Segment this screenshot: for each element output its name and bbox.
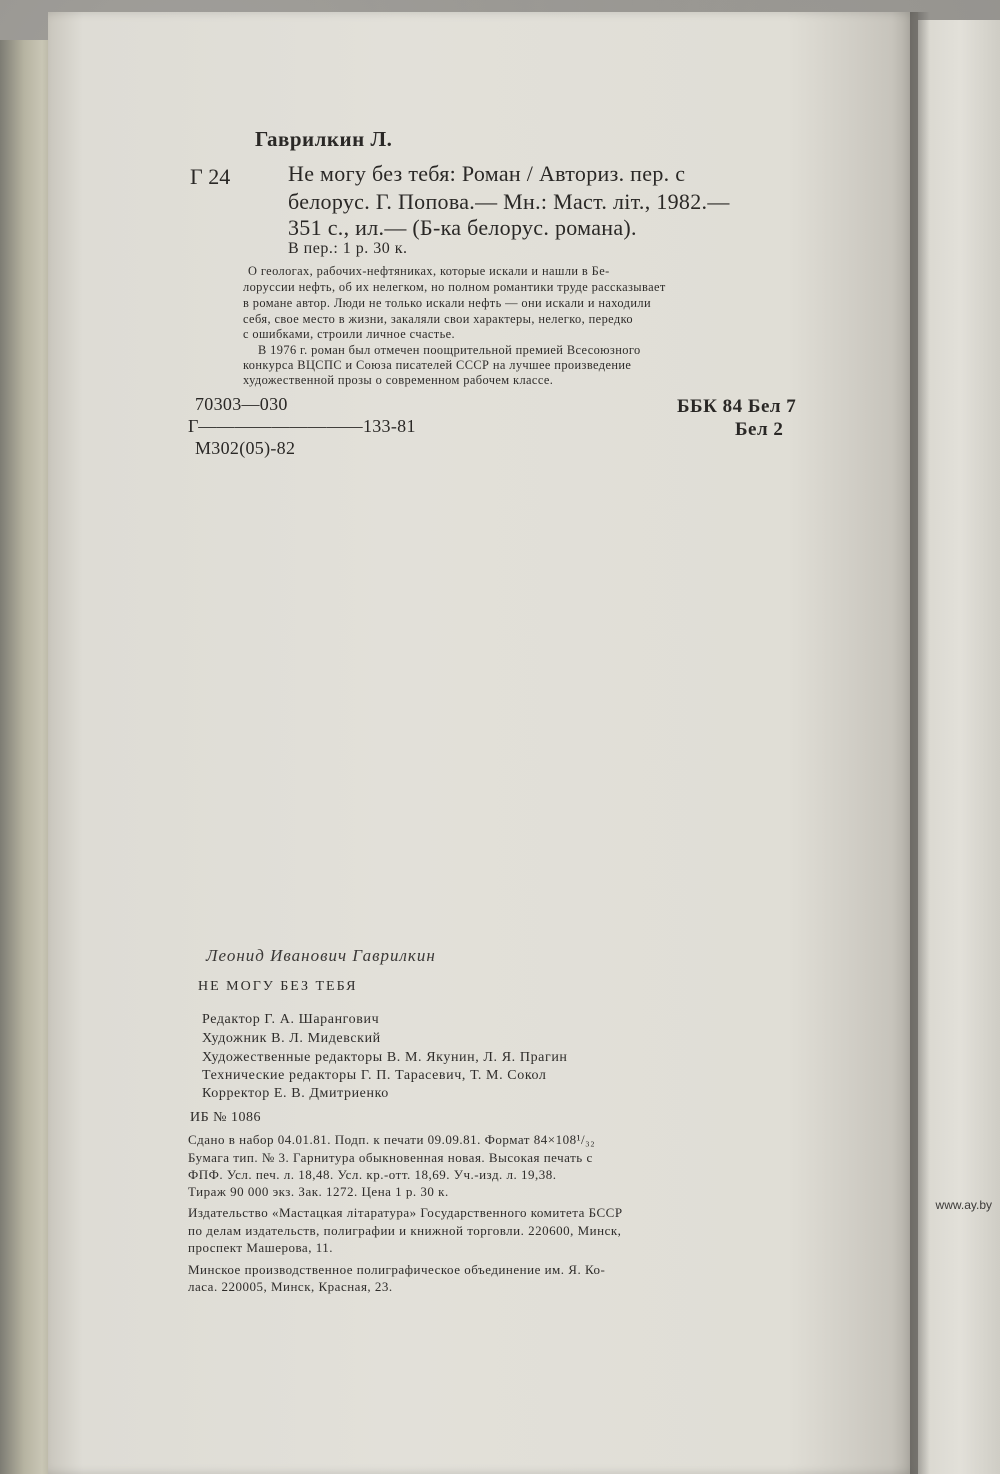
annotation-line-1: О геологах, рабочих-нефтяниках, которые искали и нашли в Бе- [248, 264, 610, 278]
annotation-line-8: художественной прозы о современном рабочем классе. [243, 373, 554, 387]
ib-number: ИБ № 1086 [190, 1110, 262, 1125]
catalog-price: В пер.: 1 р. 30 к. [288, 240, 408, 257]
printer-line-1: Минское производственное полиграфическое объединение им. Я. Ко- [188, 1262, 606, 1277]
catalog-author-heading: Гаврилкин Л. [255, 127, 393, 151]
catalog-call-number: Г 24 [190, 164, 231, 189]
colophon-title: НЕ МОГУ БЕЗ ТЕБЯ [198, 979, 358, 994]
book-page [48, 12, 918, 1474]
code-line-1: 70303—030 [195, 394, 288, 414]
bbk-subcode: Бел 2 [735, 419, 784, 440]
bibliographic-line-1: Не могу без тебя: Роман / Авториз. пер. с [288, 161, 686, 186]
credit-proofreader: Корректор Е. В. Дмитриенко [202, 1086, 389, 1101]
print-detail-3: ФПФ. Усл. печ. л. 18,48. Усл. кр.-отт. 18,69. Уч.-изд. л. 19,38. [188, 1167, 557, 1182]
colophon-author: Леонид Иванович Гаврилкин [206, 946, 436, 965]
credit-art-editors: Художественные редакторы В. М. Якунин, Л. Я. Прагин [202, 1050, 568, 1065]
bbk-code: ББК 84 Бел 7 [677, 396, 797, 417]
print-detail-4: Тираж 90 000 экз. Зак. 1272. Цена 1 р. 30 к. [188, 1184, 449, 1199]
annotation-line-6: В 1976 г. роман был отмечен поощрительной премией Всесоюзного [258, 343, 641, 357]
print-detail-1: Сдано в набор 04.01.81. Подп. к печати 09.09.81. Формат 84×108¹/₃₂ [188, 1132, 596, 1147]
watermark: www.ay.by [935, 1198, 992, 1212]
credit-artist: Художник В. Л. Мидевский [202, 1031, 381, 1046]
code-line-2: Г—————————133-81 [188, 416, 416, 436]
annotation-line-5: с ошибками, строили личное счастье. [243, 327, 456, 341]
credit-tech-editors: Технические редакторы Г. П. Тарасевич, Т. М. Сокол [202, 1068, 547, 1083]
annotation-line-4: себя, свое место в жизни, закаляли свои характеры, нелегко, передко [243, 312, 633, 326]
publisher-line-3: проспект Машерова, 11. [188, 1240, 333, 1255]
annotation-line-7: конкурса ВЦСПС и Союза писателей СССР на лучшее произведение [243, 358, 632, 372]
print-detail-2: Бумага тип. № 3. Гарнитура обыкновенная новая. Высокая печать с [188, 1150, 593, 1165]
publisher-line-1: Издательство «Мастацкая літаратура» Государственного комитета БССР [188, 1205, 623, 1220]
credit-editor: Редактор Г. А. Шарангович [202, 1012, 380, 1027]
publisher-line-2: по делам издательств, полиграфии и книжной торговли. 220600, Минск, [188, 1223, 622, 1238]
annotation-line-3: в романе автор. Люди не только искали нефть — они искали и находили [243, 296, 652, 310]
annotation-line-2: лоруссии нефть, об их нелегком, но полном романтики труде рассказывает [243, 280, 666, 294]
gutter-shadow [910, 12, 930, 1474]
bibliographic-line-3: 351 с., ил.— (Б-ка белорус. романа). [288, 215, 637, 240]
bibliographic-line-2: белорус. Г. Попова.— Мн.: Маст. літ., 1982.— [288, 189, 730, 214]
printer-line-2: ласа. 220005, Минск, Красная, 23. [188, 1279, 393, 1294]
code-line-3: М302(05)-82 [195, 438, 296, 458]
